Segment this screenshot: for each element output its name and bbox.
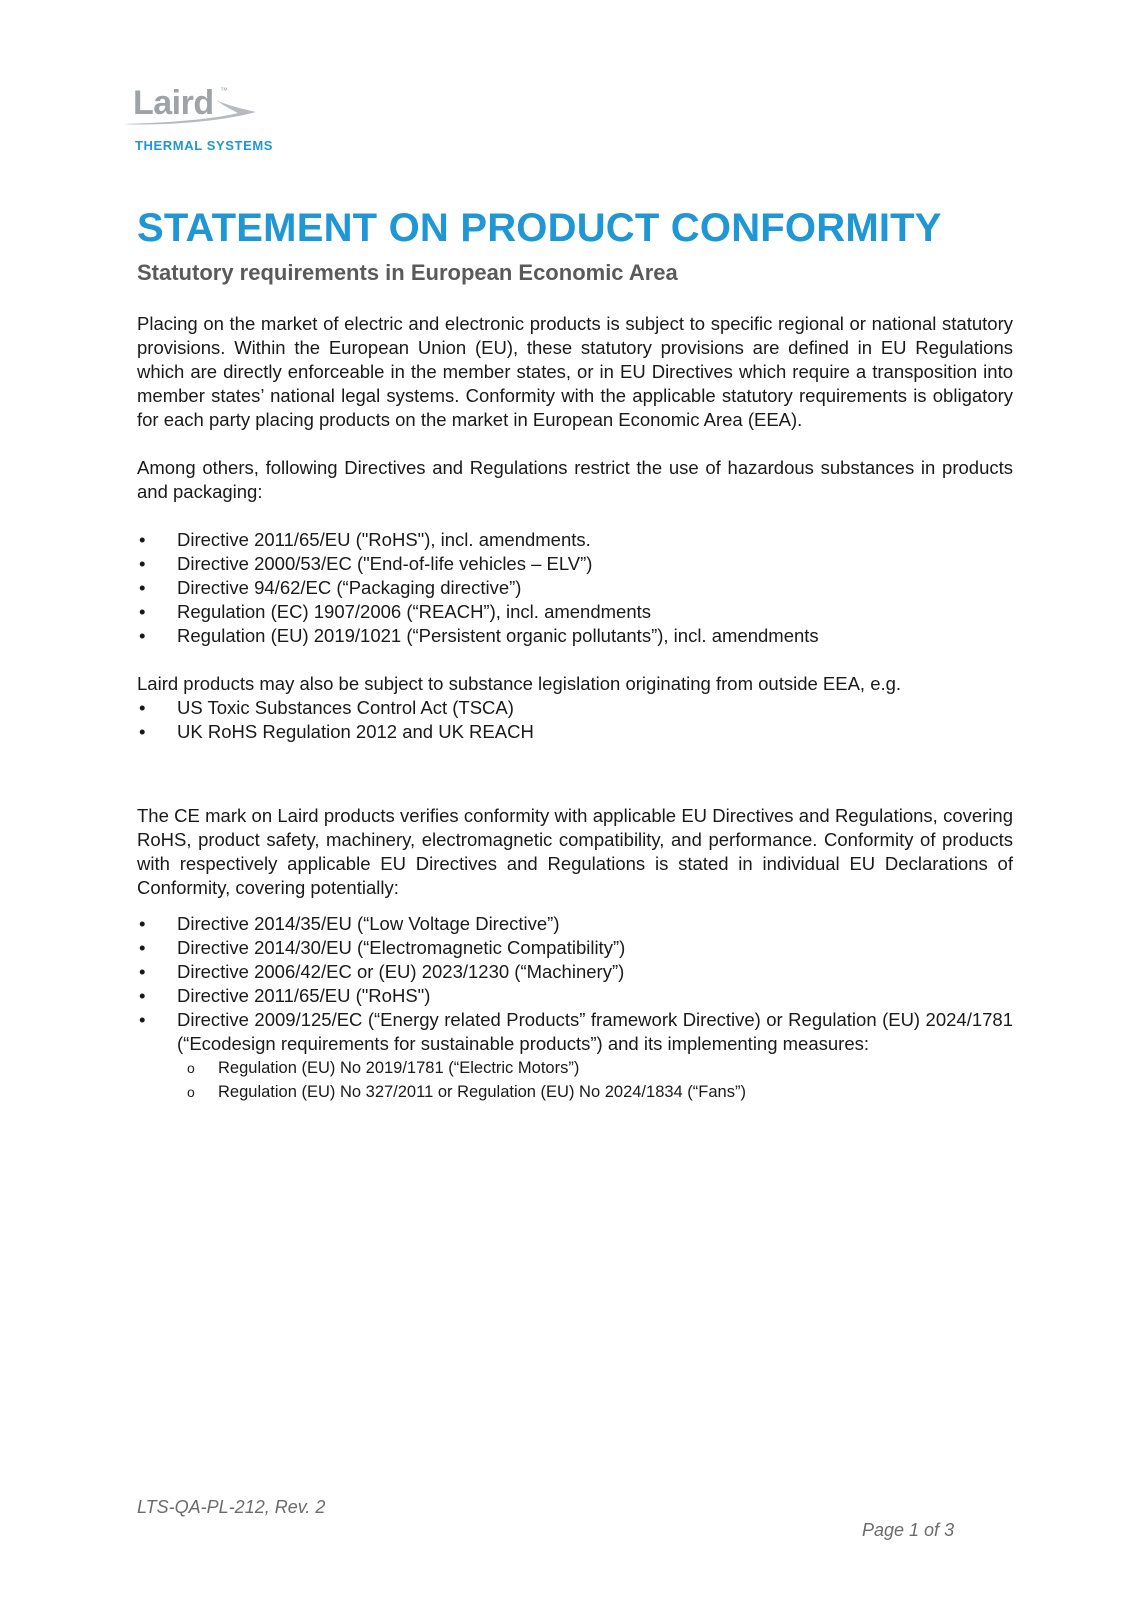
hazardous-intro: Among others, following Directives and Regulations restrict the use of hazardous substances in products and packaging:: [137, 457, 1013, 502]
implementing-measures-list: [177, 1056, 1013, 1104]
outside-eea-list: [137, 696, 1013, 744]
bullet-icon: •: [139, 625, 146, 646]
list-item: • UK RoHS Regulation 2012 and UK REACH: [139, 721, 534, 742]
intro-paragraph: Placing on the market of electric and electronic products is subject to specific regional or national statutory provisions. Within the European Union (EU), these statutory provisions are defined in EU Regulations which are directly enforceable in the member states, or in EU Directives which require a transposition into member states’ national legal systems. Conformity with the applicable statutory requirements is obligatory for each party placing products on the market in European Economic Area (EEA).: [137, 313, 1013, 430]
bullet-icon: •: [139, 697, 146, 718]
bullet-icon: •: [139, 961, 146, 982]
bullet-icon: •: [139, 721, 146, 742]
list-item: • Directive 94/62/EC (“Packaging directive”): [139, 577, 522, 598]
bullet-icon: •: [139, 1009, 146, 1030]
bullet-icon: •: [139, 529, 146, 550]
bullet-icon: •: [139, 553, 146, 574]
bullet-icon: •: [139, 913, 146, 934]
document-id: LTS-QA-PL-212, Rev. 2: [137, 1497, 326, 1517]
document-subtitle: Statutory requirements in European Economic Area: [137, 260, 678, 285]
logo-trademark: ™: [220, 86, 228, 95]
list-item: • Directive 2009/125/EC (“Energy related Products” framework Directive) or Regulation (EU) 2024/1781 (“Ecodesign requirements for sustainable products”) and its implementing measures: o Regulation (EU) No 2019/1781 (“Electric Motors”) o Regulation (EU) No 327/2011 or Regulation (EU) No 2024/1834 (“Fans”): [137, 1008, 1013, 1104]
sub-list-item: o Regulation (EU) No 327/2011 or Regulation (EU) No 2024/1834 (“Fans”): [177, 1080, 1013, 1104]
list-item: • Directive 2011/65/EU ("RoHS"), incl. amendments.: [139, 529, 591, 550]
sub-list-item: o Regulation (EU) No 2019/1781 (“Electric Motors”): [177, 1056, 1013, 1080]
outside-eea-intro: Laird products may also be subject to substance legislation originating from outside EEA, e.g.: [137, 673, 902, 694]
bullet-icon: •: [139, 985, 146, 1006]
circle-bullet-icon: o: [187, 1060, 195, 1076]
bullet-icon: •: [139, 577, 146, 598]
list-item: • Directive 2011/65/EU ("RoHS"): [139, 985, 431, 1006]
ce-declarations-list: [137, 912, 1013, 1104]
list-item: • Regulation (EU) 2019/1021 (“Persistent organic pollutants”), incl. amendments: [139, 625, 819, 646]
logo-tagline: THERMAL SYSTEMS: [135, 138, 274, 153]
bullet-icon: •: [139, 601, 146, 622]
document-body: [137, 312, 1013, 1104]
list-item: • Directive 2014/30/EU (“Electromagnetic Compatibility”): [139, 937, 626, 958]
logo-wordmark: Laird: [133, 84, 214, 122]
hazardous-substances-list: [137, 528, 1013, 648]
company-logo: [120, 78, 320, 158]
circle-bullet-icon: o: [187, 1084, 195, 1100]
document-title: STATEMENT ON PRODUCT CONFORMITY: [137, 206, 942, 250]
list-item: • Directive 2014/35/EU (“Low Voltage Directive”): [139, 913, 560, 934]
list-item: • Regulation (EC) 1907/2006 (“REACH”), incl. amendments: [139, 601, 652, 622]
list-item: • Directive 2000/53/EC ("End-of-life vehicles – ELV”): [139, 553, 593, 574]
list-item: • US Toxic Substances Control Act (TSCA): [139, 697, 514, 718]
page-number: Page 1 of 3: [862, 1520, 955, 1540]
list-item: • Directive 2006/42/EC or (EU) 2023/1230 (“Machinery”): [139, 961, 625, 982]
ce-mark-paragraph: The CE mark on Laird products verifies conformity with applicable EU Directives and Regulations, covering RoHS, product safety, machinery, electromagnetic compatibility, and performance. Conformity of products with respectively applicable EU Directives and Regulations is stated in individual EU Declarations of Conformity, covering potentially:: [137, 805, 1013, 898]
bullet-icon: •: [139, 937, 146, 958]
